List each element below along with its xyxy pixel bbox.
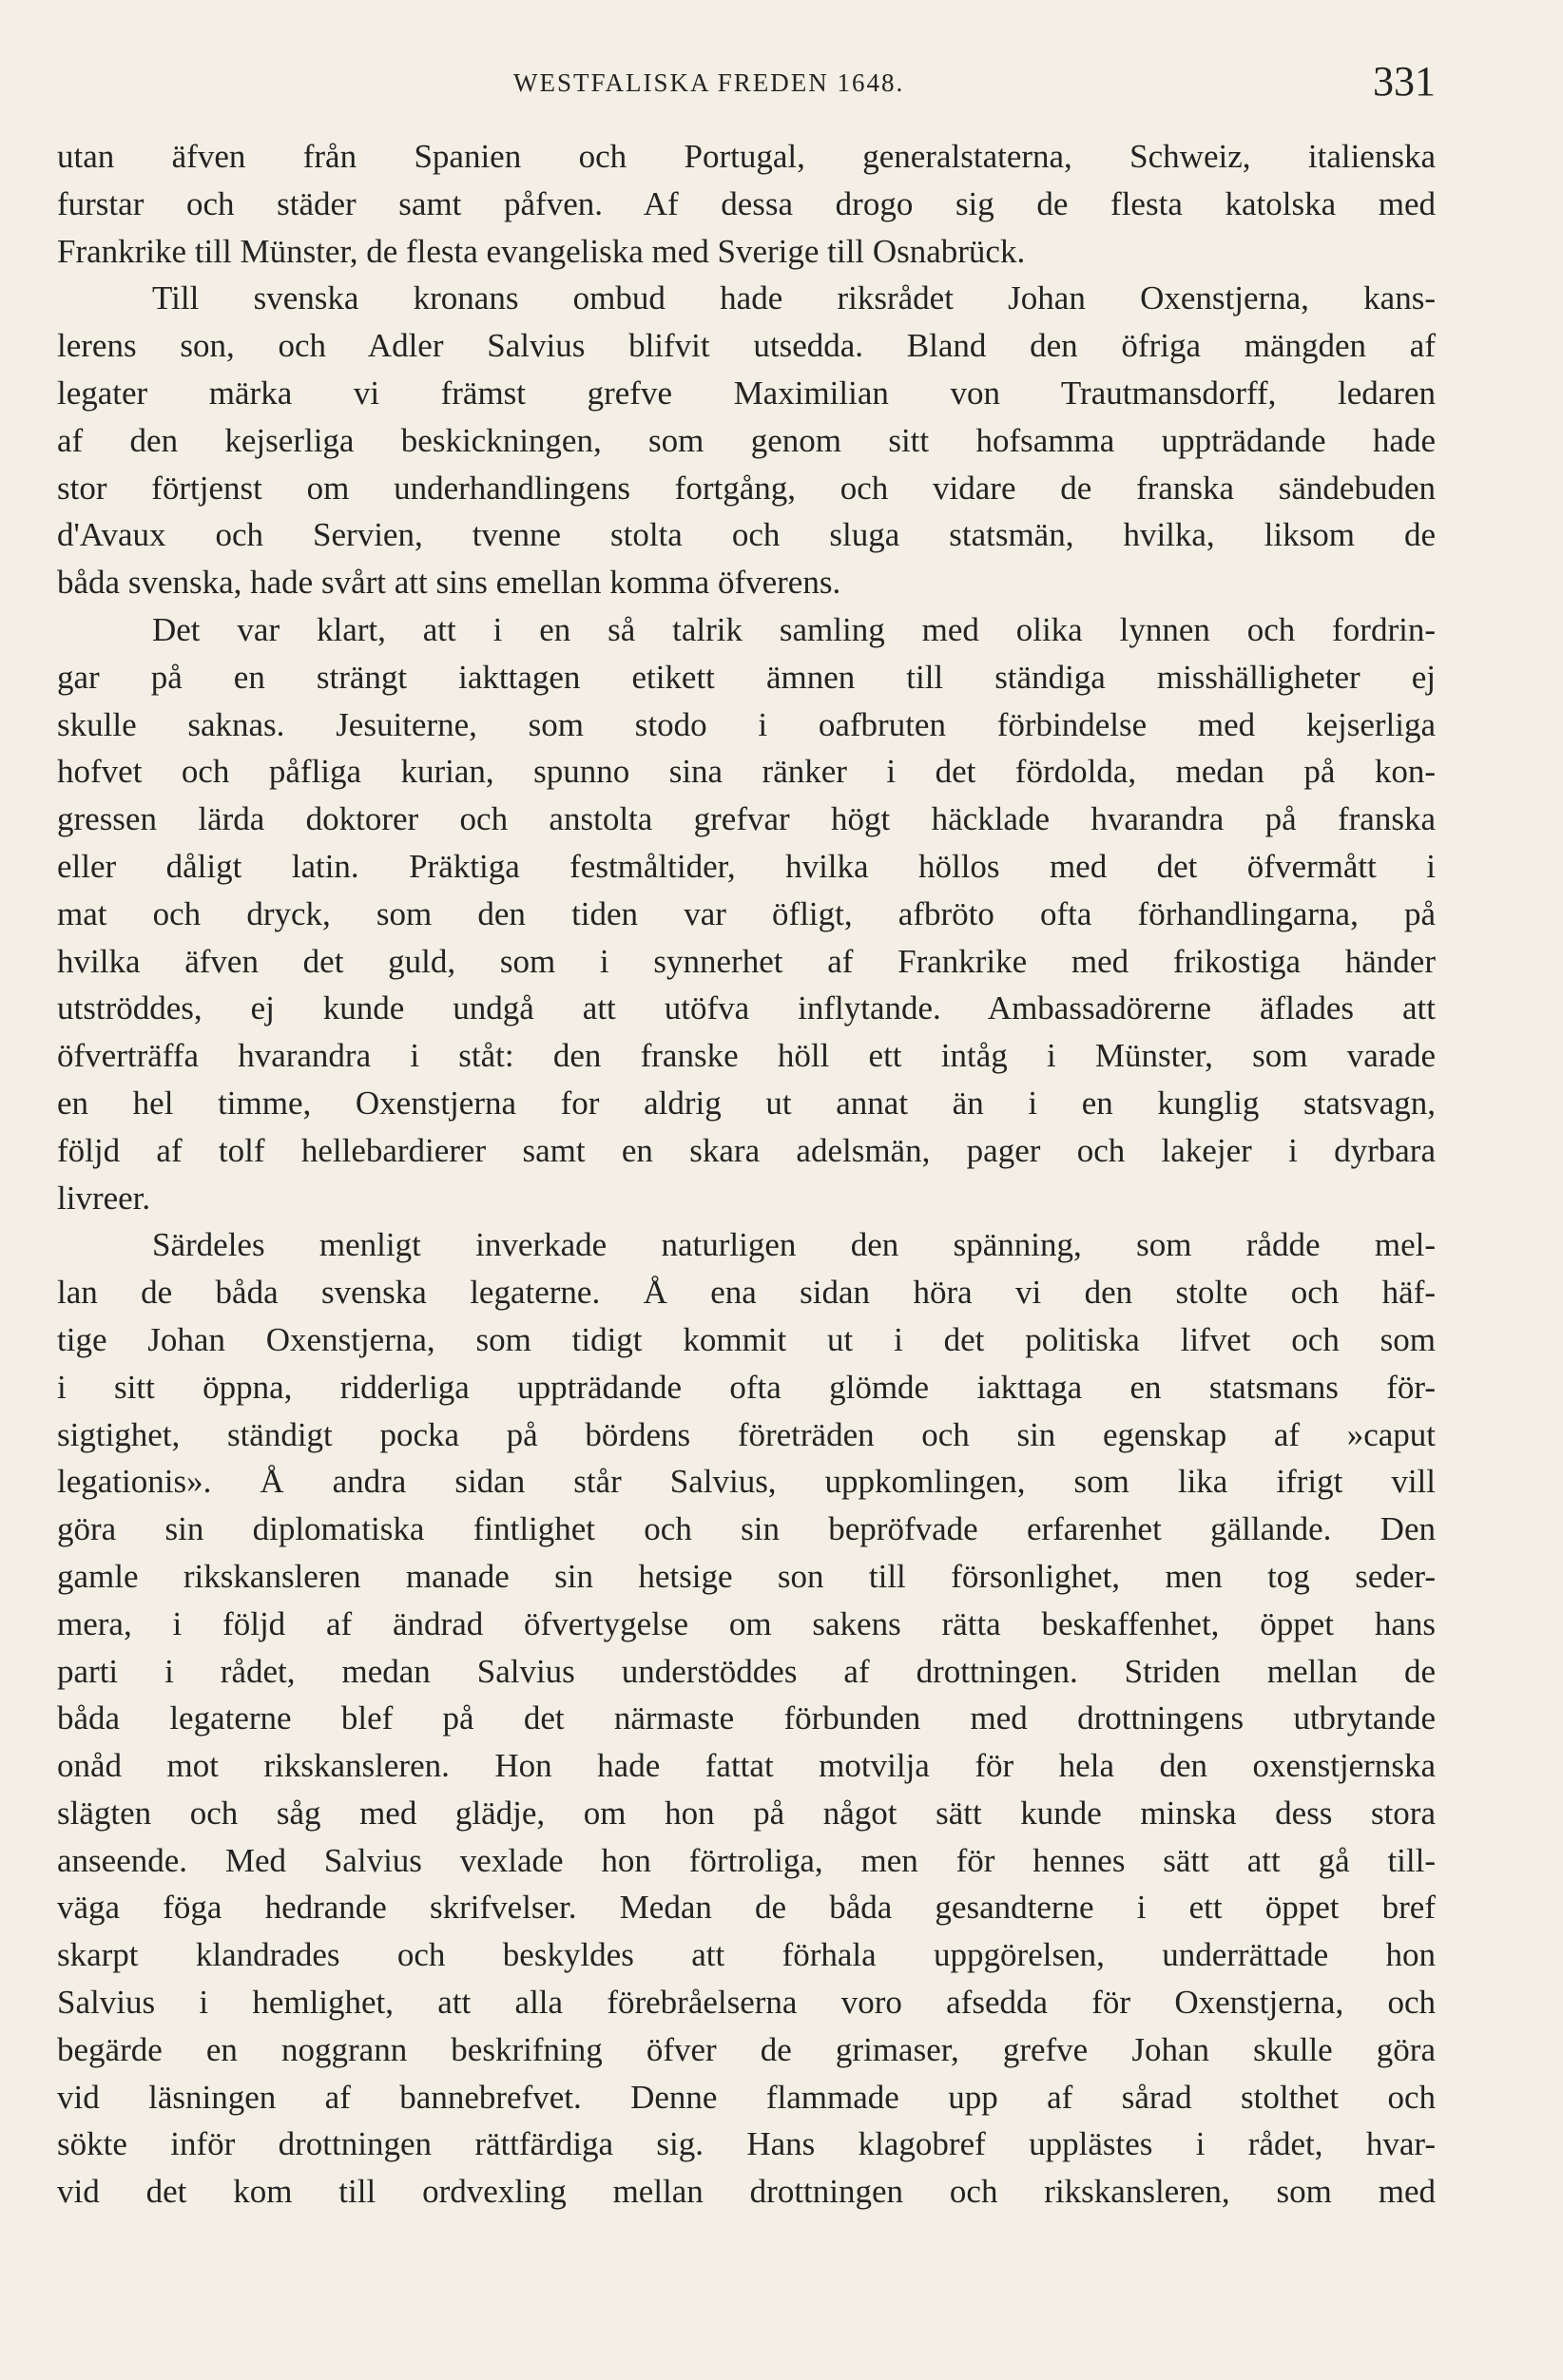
text-line: vid läsningen af bannebrefvet. Denne flammade upp af sårad stolthet och <box>57 2078 1436 2116</box>
text-line: Det var klart, att i en så talrik samling med olika lynnen och fordrin- <box>152 610 1436 648</box>
text-line: d'Avaux och Servien, tvenne stolta och sluga statsmän, hvilka, liksom de <box>57 516 1436 554</box>
text-line: väga föga hedrande skrifvelser. Medan de båda gesandterne i ett öppet bref <box>57 1889 1436 1927</box>
text-line: utan äfven från Spanien och Portugal, generalstaterna, Schweiz, italienska <box>57 138 1436 175</box>
page-number: 331 <box>1373 58 1436 105</box>
text-line: sigtighet, ständigt pocka på bördens företräden och sin egenskap af »caput <box>57 1415 1436 1453</box>
text-line: båda legaterne blef på det närmaste förbunden med drottningens utbrytande <box>57 1699 1436 1737</box>
text-line: lan de båda svenska legaterne. Å ena sidan höra vi den stolte och häf- <box>57 1274 1436 1312</box>
text-line: livreer. <box>57 1179 151 1217</box>
text-line: båda svenska, hade svårt att sins emellan komma öfverens. <box>57 564 841 602</box>
text-line: vid det kom till ordvexling mellan drottningen och rikskansleren, som med <box>57 2173 1436 2211</box>
text-line: hofvet och påfliga kurian, spunno sina ränker i det fördolda, medan på kon- <box>57 753 1436 791</box>
text-line: onåd mot rikskansleren. Hon hade fattat motvilja för hela den oxenstjernska <box>57 1747 1436 1785</box>
text-line: gressen lärda doktorer och anstolta grefvar högt häcklade hvarandra på franska <box>57 800 1436 838</box>
text-line: begärde en noggrann beskrifning öfver de grimaser, grefve Johan skulle göra <box>57 2030 1436 2068</box>
text-line: lerens son, och Adler Salvius blifvit utsedda. Bland den öfriga mängden af <box>57 327 1436 365</box>
text-line: anseende. Med Salvius vexlade hon förtroliga, men för hennes sätt att gå till- <box>57 1841 1436 1879</box>
page-header <box>57 58 1436 112</box>
text-line: gar på en strängt iakttagen etikett ämnen till ständiga misshälligheter ej <box>57 658 1436 696</box>
text-line: Frankrike till Münster, de flesta evangeliska med Sverige till Osnabrück. <box>57 232 1026 270</box>
text-line: skulle saknas. Jesuiterne, som stodo i oafbruten förbindelse med kejserliga <box>57 705 1436 743</box>
text-line: af den kejserliga beskickningen, som genom sitt hofsamma uppträdande hade <box>57 421 1436 459</box>
text-line: i sitt öppna, ridderliga uppträdande ofta glömde iakttaga en statsmans för- <box>57 1368 1436 1406</box>
text-line: legater märka vi främst grefve Maximilian von Trautmansdorff, ledaren <box>57 374 1436 412</box>
text-line: slägten och såg med glädje, om hon på något sätt kunde minska dess stora <box>57 1794 1436 1832</box>
text-line: göra sin diplomatiska fintlighet och sin bepröfvade erfarenhet gällande. Den <box>57 1510 1436 1548</box>
text-line: Till svenska kronans ombud hade riksrådet Johan Oxenstjerna, kans- <box>152 279 1436 317</box>
text-line: gamle rikskansleren manade sin hetsige son till försonlighet, men tog seder- <box>57 1557 1436 1595</box>
text-line: stor förtjenst om underhandlingens fortgång, och vidare de franska sändebuden <box>57 469 1436 507</box>
text-line: hvilka äfven det guld, som i synnerhet af Frankrike med frikostiga händer <box>57 942 1436 980</box>
text-line: öfverträffa hvarandra i ståt: den franske höll ett intåg i Münster, som varade <box>57 1037 1436 1075</box>
text-line: följd af tolf hellebardierer samt en skara adelsmän, pager och lakejer i dyrbara <box>57 1131 1436 1169</box>
text-line: skarpt klandrades och beskyldes att förhala uppgörelsen, underrättade hon <box>57 1936 1436 1974</box>
text-line: sökte inför drottningen rättfärdiga sig. Hans klagobref upplästes i rådet, hvar- <box>57 2125 1436 2163</box>
text-line: tige Johan Oxenstjerna, som tidigt kommit ut i det politiska lifvet och som <box>57 1320 1436 1358</box>
text-line: mera, i följd af ändrad öfvertygelse om sakens rätta beskaffenhet, öppet hans <box>57 1604 1436 1642</box>
text-line: utströddes, ej kunde undgå att utöfva inflytande. Ambassadörerne äflades att <box>57 989 1436 1027</box>
text-line: Särdeles menligt inverkade naturligen den spänning, som rådde mel- <box>152 1226 1436 1264</box>
text-line: mat och dryck, som den tiden var öfligt, afbröto ofta förhandlingarna, på <box>57 894 1436 932</box>
text-line: legationis». Å andra sidan står Salvius, uppkomlingen, som lika ifrigt vill <box>57 1463 1436 1501</box>
text-line: eller dåligt latin. Präktiga festmåltider, hvilka höllos med det öfvermått i <box>57 847 1436 885</box>
text-line: parti i rådet, medan Salvius understöddes af drottningen. Striden mellan de <box>57 1652 1436 1690</box>
text-line: furstar och städer samt påfven. Af dessa drogo sig de flesta katolska med <box>57 184 1436 222</box>
text-line: Salvius i hemlighet, att alla förebråelserna voro afsedda för Oxenstjerna, och <box>57 1984 1436 2022</box>
running-title: WESTFALISKA FREDEN 1648. <box>513 68 905 97</box>
text-line: en hel timme, Oxenstjerna for aldrig ut annat än i en kunglig statsvagn, <box>57 1084 1436 1122</box>
body-text <box>57 133 1436 2216</box>
